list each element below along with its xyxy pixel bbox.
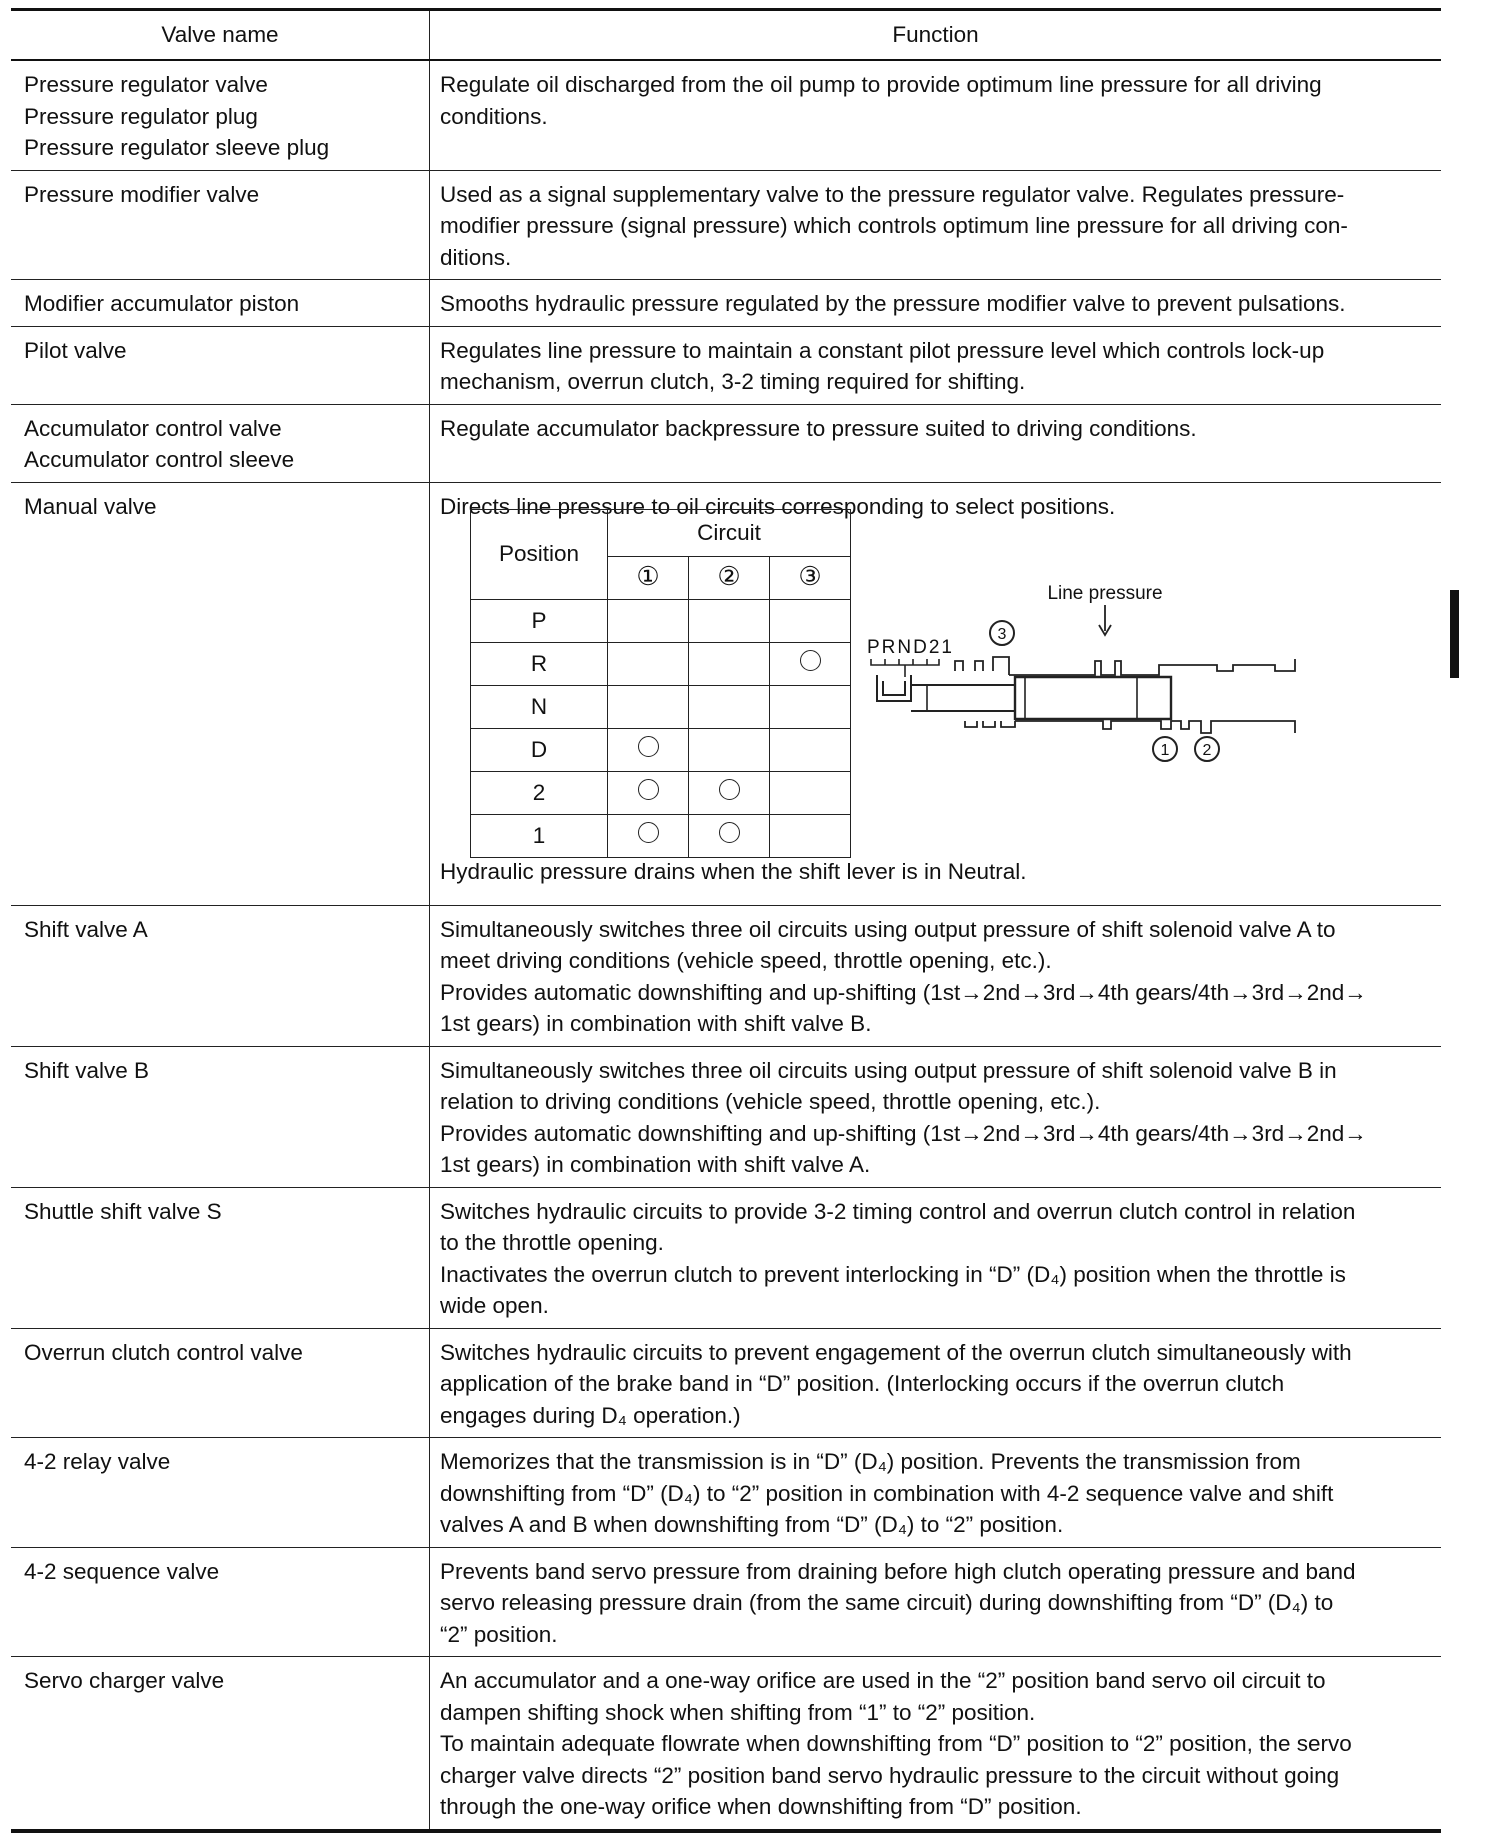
function-line: Switches hydraulic circuits to prevent engagement of the overrun clutch simultaneously with [440, 1339, 1352, 1365]
table-row [11, 1046, 1441, 1187]
valve-name-line: Shift valve A [24, 916, 148, 942]
table-row [11, 326, 1441, 404]
position-table-header-row [471, 509, 851, 556]
function-line: Switches hydraulic circuits to provide 3-2 timing control and overrun clutch control in relation [440, 1198, 1356, 1224]
function-line: To maintain adequate flowrate when downshifting from “D” position to “2” position, the servo [440, 1731, 1352, 1756]
valve-name-line: Pilot valve [24, 337, 127, 363]
table-row [11, 1657, 1441, 1831]
valve-name-line: Modifier accumulator piston [24, 291, 300, 316]
circuit-1-label: 1 [1160, 741, 1170, 759]
position-label: P [471, 599, 608, 642]
function-line: conditions. [440, 103, 548, 129]
valve-name-cell [11, 1657, 430, 1831]
table-row [11, 1547, 1441, 1657]
function-line: Directs line pressure to oil circuits corresponding to select positions. [440, 493, 1116, 519]
function-cell [430, 404, 1442, 482]
valve-name-cell [11, 1438, 430, 1548]
position-label: D [471, 728, 608, 771]
position-label: 2 [471, 771, 608, 814]
valve-name-line: Pressure regulator sleeve plug [24, 135, 330, 160]
circuit-mark-cell [608, 771, 689, 814]
circuit-mark-cell [608, 814, 689, 857]
circuit-mark-cell [689, 642, 770, 685]
function-line: Used as a signal supplementary valve to the pressure regulator valve. Regulates pressure- [440, 181, 1345, 207]
function-line: Prevents band servo pressure from draining before high clutch operating pressure and band [440, 1558, 1356, 1584]
function-cell [430, 1046, 1442, 1187]
position-row [471, 685, 851, 728]
circuit-number-label: ① [636, 561, 660, 592]
function-line: Provides automatic downshifting and up-shifting (1st→2nd→3rd→4th gears/4th→3rd→2nd→ [440, 979, 1367, 1005]
function-line: Provides automatic downshifting and up-shifting (1st→2nd→3rd→4th gears/4th→3rd→2nd→ [440, 1120, 1367, 1146]
circuit-3-label: 3 [997, 625, 1007, 643]
line-pressure-label: Line pressure [1047, 582, 1163, 604]
page-edge-tab-mark [1450, 590, 1459, 678]
circuit-mark-cell [770, 685, 851, 728]
function-cell [430, 326, 1442, 404]
active-circuit-circle-icon [638, 736, 659, 757]
table-row [11, 1187, 1441, 1328]
circuit-mark-cell [770, 728, 851, 771]
valve-name-line: Manual valve [24, 493, 157, 519]
table-row [11, 1328, 1441, 1438]
active-circuit-circle-icon [638, 779, 659, 800]
function-line: mechanism, overrun clutch, 3-2 timing required for shifting. [440, 369, 1026, 394]
circuit-mark-cell [608, 642, 689, 685]
function-cell [430, 170, 1442, 280]
position-row [471, 599, 851, 642]
position-label: N [471, 685, 608, 728]
table-header-row [11, 10, 1441, 61]
neutral-drain-note: Hydraulic pressure drains when the shift lever is in Neutral. [440, 858, 1027, 884]
circuit-mark-cell [770, 642, 851, 685]
valve-name-cell [11, 404, 430, 482]
function-cell [430, 1438, 1442, 1548]
diagram-line [1015, 677, 1171, 719]
position-label: R [471, 642, 608, 685]
function-cell [430, 1328, 1442, 1438]
function-line: meet driving conditions (vehicle speed, throttle opening, etc.). [440, 948, 1052, 973]
valve-name-cell [11, 326, 430, 404]
valve-name-cell [11, 1328, 430, 1438]
manual-valve-block [440, 491, 1431, 899]
position-header: Position [471, 509, 608, 599]
function-line: wide open. [440, 1293, 549, 1318]
shift-positions-label: PRND21 [867, 636, 954, 658]
function-line: through the one-way orifice when downshifting from “D” position. [440, 1794, 1082, 1819]
manual-valve-diagram [865, 581, 1385, 771]
table-row [11, 280, 1441, 327]
valve-function-document [11, 8, 1441, 1833]
circuit-mark-cell [689, 599, 770, 642]
table-row [11, 404, 1441, 482]
valve-name-line: Accumulator control valve [24, 415, 282, 441]
active-circuit-circle-icon [800, 650, 821, 671]
function-line: 1st gears) in combination with shift valve B. [440, 1011, 872, 1036]
function-line: application of the brake band in “D” position. (Interlocking occurs if the overrun clutch [440, 1371, 1285, 1396]
valve-name-cell [11, 1547, 430, 1657]
function-line: servo releasing pressure drain (from the same circuit) during downshifting from “D” (D₄) to [440, 1590, 1334, 1615]
diagram-line [877, 675, 911, 701]
function-line: Simultaneously switches three oil circuits using output pressure of shift solenoid valve A to [440, 916, 1336, 942]
position-row [471, 771, 851, 814]
valve-name-line: Servo charger valve [24, 1668, 225, 1693]
function-line: Memorizes that the transmission is in “D” (D₄) position. Prevents the transmission from [440, 1449, 1301, 1474]
valve-name-line: Pressure regulator plug [24, 103, 258, 129]
table-row [11, 60, 1441, 170]
function-cell [430, 1657, 1442, 1831]
function-line: modifier pressure (signal pressure) which controls optimum line pressure for all driving con- [440, 213, 1348, 238]
function-line: to the throttle opening. [440, 1230, 664, 1255]
valve-name-line: Pressure modifier valve [24, 181, 260, 207]
valve-name-line: Shuttle shift valve S [24, 1198, 222, 1224]
circuit-number-cell [689, 556, 770, 599]
valve-name-cell [11, 280, 430, 327]
circuit-number-label: ③ [798, 561, 822, 592]
circuit-number-cell [608, 556, 689, 599]
circuit-mark-cell [770, 599, 851, 642]
function-cell [430, 60, 1442, 170]
active-circuit-circle-icon [719, 822, 740, 843]
function-line: Smooths hydraulic pressure regulated by the pressure modifier valve to prevent pulsations. [440, 291, 1346, 316]
position-row [471, 728, 851, 771]
table-row [11, 905, 1441, 1046]
function-line: relation to driving conditions (vehicle speed, throttle opening, etc.). [440, 1089, 1101, 1114]
active-circuit-circle-icon [638, 822, 659, 843]
circuit-number-cell [770, 556, 851, 599]
diagram-line [1015, 721, 1295, 733]
valve-name-cell [11, 60, 430, 170]
circuit-mark-cell [689, 728, 770, 771]
circuit-mark-cell [689, 771, 770, 814]
diagram-line [1025, 677, 1137, 719]
diagram-line [871, 659, 939, 677]
valve-name-line: 4-2 relay valve [24, 1449, 171, 1474]
function-cell [430, 1547, 1442, 1657]
function-line: “2” position. [440, 1621, 558, 1647]
table-row [11, 1438, 1441, 1548]
valve-name-header: Valve name [11, 10, 430, 61]
valve-name-cell [11, 1046, 430, 1187]
circuit-mark-cell [689, 814, 770, 857]
circuit-mark-cell [608, 599, 689, 642]
function-line: ditions. [440, 244, 512, 270]
function-cell [430, 280, 1442, 327]
function-line: 1st gears) in combination with shift valve A. [440, 1152, 871, 1177]
function-header: Function [430, 10, 1442, 61]
valve-name-cell [11, 905, 430, 1046]
circuit-number-label: ② [717, 561, 741, 592]
function-cell [430, 1187, 1442, 1328]
function-line: Regulate accumulator backpressure to pressure suited to driving conditions. [440, 415, 1197, 441]
position-label: 1 [471, 814, 608, 857]
function-line: downshifting from “D” (D₄) to “2” position in combination with 4-2 sequence valve and shift [440, 1480, 1334, 1506]
function-line: An accumulator and a one-way orifice are used in the “2” position band servo oil circuit to [440, 1668, 1326, 1693]
valve-name-line: Shift valve B [24, 1057, 150, 1083]
circuit-mark-cell [770, 814, 851, 857]
circuit-mark-cell [770, 771, 851, 814]
function-line: charger valve directs “2” position band servo hydraulic pressure to the circuit without going [440, 1762, 1340, 1788]
circuit-mark-cell [608, 685, 689, 728]
active-circuit-circle-icon [719, 779, 740, 800]
valve-name-line: Accumulator control sleeve [24, 447, 295, 472]
position-circuit-table [470, 509, 851, 858]
function-line: Simultaneously switches three oil circuits using output pressure of shift solenoid valve B in [440, 1057, 1337, 1083]
function-cell [430, 905, 1442, 1046]
function-line: Inactivates the overrun clutch to prevent interlocking in “D” (D₄) position when the throttle is [440, 1261, 1346, 1287]
valve-name-cell [11, 482, 430, 905]
valve-name-cell [11, 1187, 430, 1328]
position-row [471, 814, 851, 857]
circuit-mark-cell [608, 728, 689, 771]
function-cell [430, 482, 1442, 905]
function-line: Regulate oil discharged from the oil pump to provide optimum line pressure for all driving [440, 72, 1322, 97]
diagram-line [965, 721, 1015, 727]
diagram-line [1009, 659, 1295, 675]
valve-function-table [11, 8, 1441, 1833]
function-line: valves A and B when downshifting from “D” (D₄) to “2” position. [440, 1512, 1064, 1537]
function-line: engages during D₄ operation.) [440, 1402, 741, 1428]
table-row [11, 482, 1441, 905]
valve-name-line: 4-2 sequence valve [24, 1558, 220, 1584]
valve-name-cell [11, 170, 430, 280]
function-line: Regulates line pressure to maintain a constant pilot pressure level which controls lock-up [440, 337, 1325, 363]
position-row [471, 642, 851, 685]
diagram-line [955, 657, 1009, 675]
valve-name-line: Pressure regulator valve [24, 72, 268, 97]
circuit-2-label: 2 [1202, 741, 1212, 759]
function-line: dampen shifting shock when shifting from “1” to “2” position. [440, 1699, 1036, 1725]
circuit-header: Circuit [608, 509, 851, 556]
table-row [11, 170, 1441, 280]
valve-name-line: Overrun clutch control valve [24, 1339, 303, 1365]
circuit-mark-cell [689, 685, 770, 728]
